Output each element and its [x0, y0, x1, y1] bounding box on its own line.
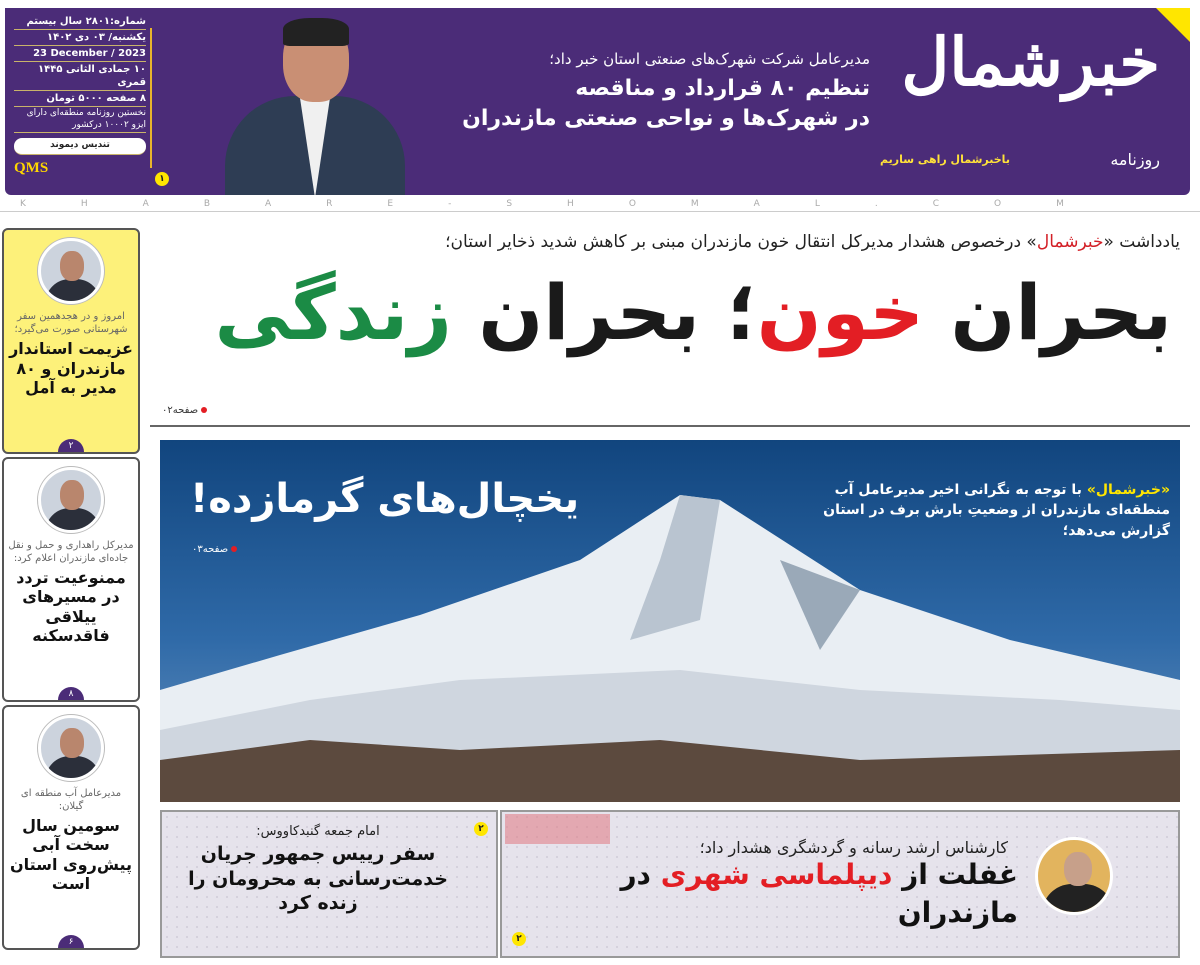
avatar	[1035, 837, 1113, 915]
lead-headline[interactable]	[162, 262, 1172, 365]
newspaper-logo[interactable]	[870, 15, 1170, 190]
kicker-text: با توجه به نگرانی اخیر مدیرعامل آب منطقه‌ای مازندران از وضعیتِ بارش برف در استان گزارش می‌دهد؛	[823, 482, 1170, 539]
top-story-kicker: مدیرعامل شرکت شهرک‌های صنعتی استان خبر داد؛	[549, 50, 870, 68]
headline-word-red: خون	[756, 268, 925, 357]
story-title: عزیمت استاندار مازندران و ۸۰ مدیر به آمل	[9, 339, 133, 398]
issue-note: نخستین روزنامه منطقه‌ای دارای ایزو ۱۰۰۰۲ درکشور	[14, 107, 146, 133]
story-kicker: مدیرکل راهداری و حمل و نقل جاده‌ای مازندران اعلام کرد:	[8, 539, 134, 564]
divider	[150, 28, 152, 168]
page-badge: ۲	[512, 932, 526, 946]
story-kicker: امروز و در هجدهمین سفر شهرستانی صورت می‌گیرد؛	[14, 311, 128, 335]
headline-word: بحران	[924, 268, 1172, 357]
story-kicker: کارشناس ارشد رسانه و گردشگری هشدار داد؛	[699, 838, 1008, 857]
top-story[interactable]	[415, 50, 870, 133]
bottom-story-left[interactable]	[160, 810, 498, 958]
title-part: غفلت از	[892, 858, 1018, 891]
portrait-photo	[225, 8, 405, 195]
story-title: ممنوعیت تردد در مسیرهای ییلاقی فاقدسکنه	[16, 567, 126, 646]
title-part-red: دیپلماسی شهری	[660, 858, 893, 891]
kicker-text: » درخصوص هشدار مدیرکل انتقال خون مازندران مبنی بر کاهش شدید ذخایر استان؛	[445, 232, 1037, 252]
kicker-brand: خبرشمال	[1036, 232, 1104, 252]
issue-number: شماره:۲۸۰۱ سال بیستم	[14, 14, 146, 30]
photo-story-kicker	[770, 480, 1170, 541]
watermark-logo	[505, 814, 610, 844]
page-badge: ۲	[474, 822, 488, 836]
bullet-icon	[201, 407, 207, 413]
mountain-photo-story[interactable]	[160, 440, 1180, 802]
page-badge: ۱	[155, 172, 169, 186]
sidebar-story-1[interactable]	[2, 228, 140, 454]
kicker-brand: «خبرشمال»	[1086, 482, 1170, 498]
story-title-2: خدمت‌رسانی به محرومان را زنده کرد	[188, 867, 448, 915]
avatar	[38, 238, 104, 304]
logo-slogan: باخبرشمال راهی ساریم	[880, 153, 1010, 166]
logo-text: خبرشمال	[901, 23, 1160, 101]
page-badge: ۲	[58, 439, 84, 452]
page-ref	[162, 405, 207, 416]
story-kicker: امام جمعه گنبدکاووس:	[256, 824, 380, 839]
photo-story-title: یخچال‌های گرمازده!	[190, 476, 580, 522]
top-story-headline-1: تنظیم ۸۰ قرارداد و مناقصه	[575, 76, 870, 101]
headline-word: ؛ بحران	[451, 268, 757, 357]
issue-date-hijri: ۱۰ جمادی الثانی ۱۴۴۵ قمری	[14, 62, 146, 91]
page-ref-text: صفحه۰۲	[162, 405, 199, 416]
bullet-icon	[231, 546, 237, 552]
story-title-1: سفر رییس جمهور جریان	[200, 843, 436, 865]
avatar	[38, 715, 104, 781]
page-badge: ۸	[58, 687, 84, 700]
page-ref	[192, 544, 237, 555]
qms-logo: QMS	[14, 160, 49, 177]
issue-info	[14, 14, 146, 178]
top-story-headline-2: در شهرک‌ها و نواحی صنعتی مازندران	[462, 105, 870, 131]
story-kicker: مدیرعامل آب منطقه ای گیلان:	[20, 787, 122, 812]
divider	[150, 425, 1190, 427]
issue-pages-price: ۸ صفحه ۵۰۰۰ تومان	[14, 91, 146, 107]
title-part: در مازندران	[620, 858, 1018, 929]
sidebar-story-2[interactable]	[2, 457, 140, 702]
story-title: سومین سال سخت آبی پیش‌روی استان است	[10, 815, 132, 894]
avatar	[38, 467, 104, 533]
award-badge: تندیس دیموند	[14, 138, 146, 155]
logo-prefix: روزنامه	[1110, 150, 1160, 169]
sidebar	[2, 228, 140, 950]
page-badge: ۶	[58, 935, 84, 948]
kicker-text: یادداشت «	[1103, 232, 1180, 252]
headline-word-green: زندگی	[214, 268, 452, 357]
page-ref-text: صفحه۰۳	[192, 544, 229, 555]
lead-kicker	[160, 232, 1180, 252]
sidebar-story-3[interactable]	[2, 705, 140, 950]
website-strip[interactable]: KHABARE-SHOMAL.COM	[0, 196, 1200, 212]
issue-date-en: 23 December / 2023	[14, 46, 146, 62]
issue-date-fa: یکشنبه/ ۰۳ دی ۱۴۰۲	[14, 30, 146, 46]
story-title	[548, 856, 1018, 932]
